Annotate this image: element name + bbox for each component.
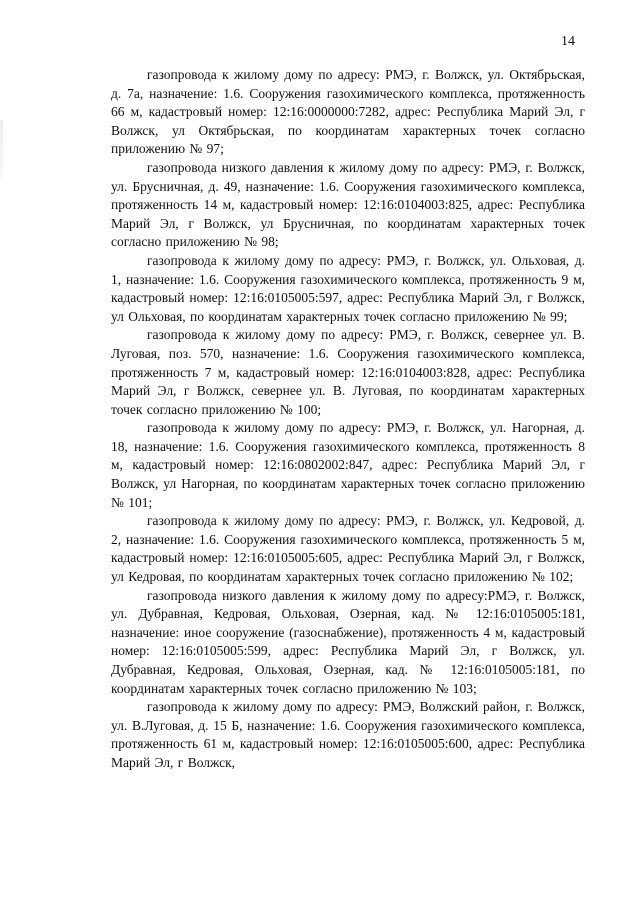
paragraph: газопровода низкого давления к жилому дому по адресу:РМЭ, г. Волжск, ул. Дубравная, Кедровая, Ольховая, Озерная, кад. № 12:16:0105005:181, назначение: иное сооружение (газоснабжение), протяженность 4 м, кадастровый номер: 12:16:0105005:599, адрес: Республика Марий Эл, г Волжск, ул. Дубравная, Кедровая, Ольховая, Озерная, кад. № 12:16:0105005:181, по координатам характерных точек согласно приложению № 103;: [111, 587, 585, 696]
paragraph: газопровода к жилому дому по адресу: РМЭ, г. Волжск, ул. Ольховая, д. 1, назначение: 1.6. Сооружения газохимического комплекса, протяженность 9 м, кадастровый номер: 12:16:0105005:597, адрес: Республика Марий Эл, г Волжск, ул Ольховая, по координатам характерных точек согласно приложению № 99;: [111, 252, 585, 324]
scan-edge-mark: [0, 120, 3, 180]
paragraph: газопровода к жилому дому по адресу: РМЭ, г. Волжск, ул. Октябрьская, д. 7а, назначение: 1.6. Сооружения газохимического комплекса, протяженность 66 м, кадастровый номер: 12:16:0000000:7282, адрес: Республика Марий Эл, г Волжск, ул Октябрьская, по координатам характерных точек согласно приложению № 97;: [111, 67, 585, 157]
document-body: [111, 66, 585, 773]
page-number: 14: [561, 34, 575, 49]
paragraph: газопровода низкого давления к жилому дому по адресу: РМЭ, г. Волжск, ул. Брусничная, д. 49, назначение: 1.6. Сооружения газохимического комплекса, протяженность 14 м, кадастровый номер: 12:16:0104003:825, адрес: Республика Марий Эл, г Волжск, ул Брусничная, по координатам характерных точек согласно приложению № 98;: [111, 159, 585, 250]
paragraph: газопровода к жилому дому по адресу: РМЭ, г. Волжск, ул. Нагорная, д. 18, назначение: 1.6. Сооружения газохимического комплекса, протяженность 8 м, кадастровый номер: 12:16:0802002:847, адрес: Республика Марий Эл, г Волжск, ул Нагорная, по координатам характерных точек согласно приложению № 101;: [111, 420, 585, 510]
paragraph: газопровода к жилому дому по адресу: РМЭ, г. Волжск, ул. Кедровой, д. 2, назначение: 1.6. Сооружения газохимического комплекса, протяженность 5 м, кадастровый номер: 12:16:0105005:605, адрес: Республика Марий Эл, г Волжск, ул Кедровая, по координатам характерных точек согласно приложению № 102;: [111, 513, 585, 585]
paragraph: газопровода к жилому дому по адресу: РМЭ, Волжский район, г. Волжск, ул. В.Луговая, д. 15 Б, назначение: 1.6. Сооружения газохимического комплекса, протяженность 61 м, кадастровый номер: 12:16:0105005:600, адрес: Республика Марий Эл, г Волжск,: [111, 699, 585, 770]
paragraph: газопровода к жилому дому по адресу: РМЭ, г. Волжск, севернее ул. В. Луговая, поз. 570, назначение: 1.6. Сооружения газохимического комплекса, протяженность 7 м, кадастровый номер: 12:16:0104003:828, адрес: Республика Марий Эл, г Волжск, севернее ул. В. Луговая, по координатам характерных точек согласно приложению № 100;: [111, 327, 585, 417]
